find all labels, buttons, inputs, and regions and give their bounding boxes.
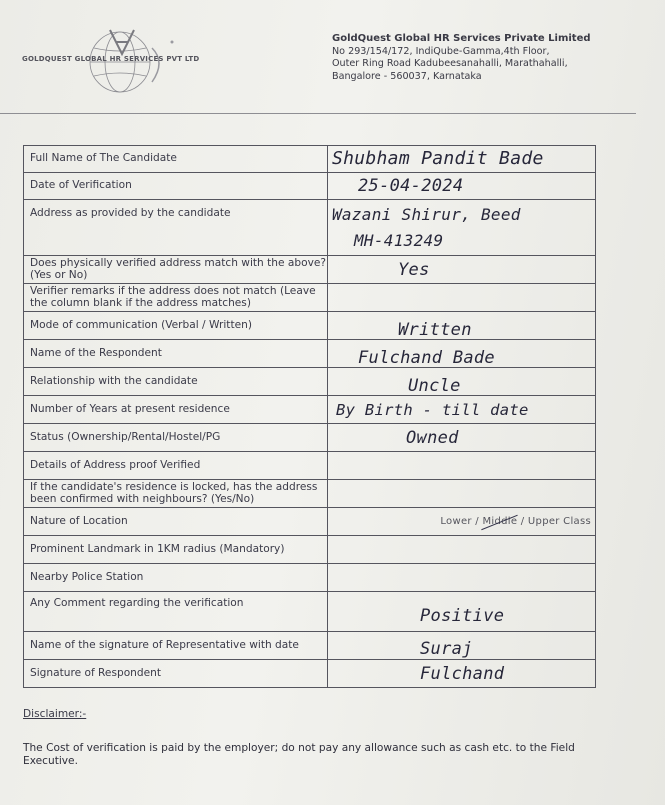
address-value-line-1: Wazani Shirur, Beed xyxy=(332,204,521,224)
disclaimer-text: The Cost of verification is paid by the employer; do not pay any allowance such as cash etc. to the Field Executive. xyxy=(23,742,575,767)
field-value xyxy=(328,200,596,256)
table-row xyxy=(24,340,596,368)
verification-form-table xyxy=(23,145,596,688)
field-label: Nearby Police Station xyxy=(24,564,328,592)
logo-text: GOLDQUEST GLOBAL HR SERVICES PVT LTD xyxy=(22,55,200,63)
field-label: Nature of Location xyxy=(24,508,328,536)
table-row xyxy=(24,173,596,200)
field-value xyxy=(328,536,596,564)
table-row xyxy=(24,536,596,564)
field-label: If the candidate's residence is locked, has the address been confirmed with neighbours? (Yes/No) xyxy=(24,480,328,508)
field-label: Number of Years at present residence xyxy=(24,396,328,424)
field-value: Written xyxy=(328,312,596,340)
field-label: Does physically verified address match with the above? (Yes or No) xyxy=(24,256,328,284)
field-label: Full Name of The Candidate xyxy=(24,146,328,173)
field-value xyxy=(328,284,596,312)
table-row xyxy=(24,660,596,688)
table-row xyxy=(24,480,596,508)
location-options xyxy=(328,508,596,536)
field-value: Suraj xyxy=(328,632,596,660)
table-row xyxy=(24,632,596,660)
address-line-1: No 293/154/172, IndiQube-Gamma,4th Floor, xyxy=(332,45,550,57)
table-row xyxy=(24,564,596,592)
field-label: Signature of Respondent xyxy=(24,660,328,688)
field-value: Uncle xyxy=(328,368,596,396)
globe-logo-icon xyxy=(80,24,180,104)
table-row xyxy=(24,396,596,424)
table-row xyxy=(24,424,596,452)
field-label: Name of the signature of Representative with date xyxy=(24,632,328,660)
address-line-3: Bangalore - 560037, Karnataka xyxy=(332,70,482,82)
option-upper: / Upper Class xyxy=(520,515,591,527)
field-label: Status (Ownership/Rental/Hostel/PG xyxy=(24,424,328,452)
field-value: Fulchand xyxy=(328,660,596,688)
field-value: Yes xyxy=(328,256,596,284)
field-value: Positive xyxy=(328,592,596,632)
disclaimer-title: Disclaimer:- xyxy=(23,708,87,720)
field-label: Mode of communication (Verbal / Written) xyxy=(24,312,328,340)
table-row xyxy=(24,368,596,396)
field-value xyxy=(328,564,596,592)
field-label: Verifier remarks if the address does not match (Leave the column blank if the address matches) xyxy=(24,284,328,312)
field-value: 25-04-2024 xyxy=(328,173,596,200)
field-label: Relationship with the candidate xyxy=(24,368,328,396)
table-row xyxy=(24,592,596,632)
field-value: By Birth - till date xyxy=(328,396,596,424)
field-label: Any Comment regarding the verification xyxy=(24,592,328,632)
field-value: Shubham Pandit Bade xyxy=(328,146,596,173)
table-row xyxy=(24,508,596,536)
table-row xyxy=(24,452,596,480)
company-address-block xyxy=(332,33,591,83)
option-lower: Lower / xyxy=(440,515,479,527)
company-logo xyxy=(22,24,242,104)
field-label: Address as provided by the candidate xyxy=(24,200,328,256)
table-row xyxy=(24,256,596,284)
table-row xyxy=(24,200,596,256)
field-label: Name of the Respondent xyxy=(24,340,328,368)
table-row xyxy=(24,284,596,312)
address-line-2: Outer Ring Road Kadubeesanahalli, Marathahalli, xyxy=(332,58,568,69)
header-divider xyxy=(0,113,636,114)
option-middle-struck: Middle xyxy=(482,513,517,531)
field-label: Prominent Landmark in 1KM radius (Mandatory) xyxy=(24,536,328,564)
field-value: Fulchand Bade xyxy=(328,340,596,368)
company-name: GoldQuest Global HR Services Private Limited xyxy=(332,33,591,44)
field-label: Date of Verification xyxy=(24,173,328,200)
field-value: Owned xyxy=(328,424,596,452)
field-label: Details of Address proof Verified xyxy=(24,452,328,480)
field-value xyxy=(328,452,596,480)
table-row xyxy=(24,146,596,173)
table-row xyxy=(24,312,596,340)
address-value-line-2: MH-413249 xyxy=(354,230,444,250)
field-value xyxy=(328,480,596,508)
